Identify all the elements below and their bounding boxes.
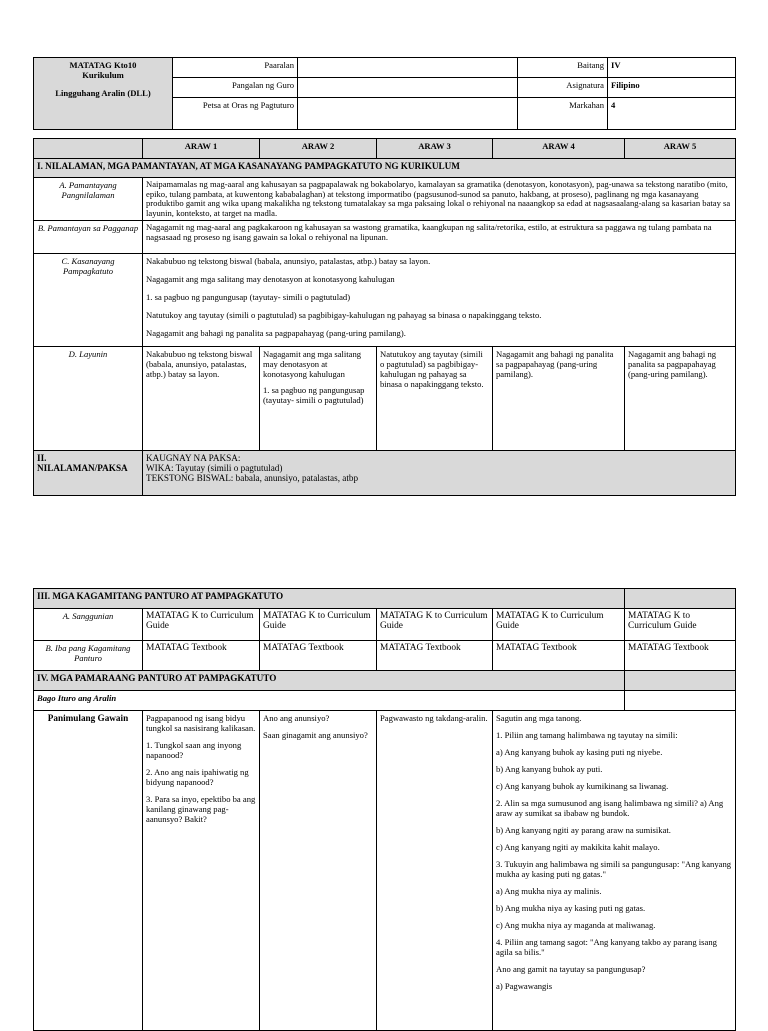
layunin-day3: Natutukoy ang tayutay (simili o pagtutulad) sa pagbibigay-kahulugan ng pahayag sa binasa o napakinggang teksto. (377, 347, 493, 451)
section3-title: III. MGA KAGAMITANG PANTURO AT PAMPAGKATUTO (34, 589, 625, 609)
kasanayan-item: Nagagamit ang bahagi ng panalita sa pagpapahayag (pang-uring pamilang). (146, 328, 406, 339)
quiz-item: a) Pagwawangis (496, 981, 553, 991)
pamantayang-pangnilalaman-label: A. Pamantayang Pangnilalaman (34, 178, 143, 221)
panimulang-day1-item: 2. Ano ang nais ipahiwatig ng bidyung napanood? (146, 767, 249, 787)
quiz-item: 4. Piliin ang tamang sagot: "Ang kanyang takbo ay parang isang agila sa bilis." (496, 937, 717, 957)
panimulang-day2-item: Saan ginagamit ang anunsiyo? (263, 730, 368, 740)
kasanayan-item: Nagagamit ang mga salitang may denotasyon at konotasyong kahulugan (146, 274, 395, 285)
panimulang-day3 (377, 711, 493, 1031)
nilalaman-text (143, 451, 736, 496)
layunin-day4: Nagagamit ang bahagi ng panalita sa pagpapahayag (pang-uring pamilang). (493, 347, 625, 451)
kaugnay-na-paksa: KAUGNAY NA PAKSA: (146, 453, 241, 464)
quiz-item: a) Ang kanyang buhok ay kasing puti ng niyebe. (496, 747, 663, 757)
asignatura-value[interactable]: Filipino (608, 78, 736, 98)
baitang-label: Baitang (518, 58, 608, 78)
day-header-4: ARAW 4 (493, 139, 625, 159)
pamantayan-sa-pagganap-text: Nagagamit ng mag-aaral ang pagkakaroon ng kahusayan sa wastong gramatika, kaangkupan ng salita/retorika, estilo, at estruktura sa paggawa ng tulang pambata na nagsasaad ng proseso ng isang gawain sa lokal o rehiyonal na lipunan. (143, 221, 736, 254)
panimulang-day4 (493, 711, 736, 1031)
layunin-day5: Nagagamit ang bahagi ng panalita sa pagpapahayag (pang-uring pamilang). (625, 347, 736, 451)
iba-pang-kagamitan-day2: MATATAG Textbook (260, 641, 377, 671)
dll-title-line1: MATATAG Kto10 (69, 60, 137, 70)
kasanayang-pampagkatuto-label: C. Kasanayang Pampagkatuto (34, 254, 143, 347)
kasanayang-pampagkatuto-text (143, 254, 736, 347)
dll-title-cell (34, 58, 173, 130)
panimulang-day1-item: 1. Tungkol saan ang inyong napanood? (146, 740, 242, 760)
quiz-item: b) Ang kanyang ngiti ay parang araw na sumisikat. (496, 825, 671, 835)
markahan-value[interactable]: 4 (608, 98, 736, 130)
layunin-day1: Nakabubuo ng tekstong biswal (babala, anunsiyo, patalastas, atbp.) batay sa layon. (143, 347, 260, 451)
quiz-item: Sagutin ang mga tanong. (496, 713, 582, 723)
sanggunian-day2: MATATAG K to Curriculum Guide (260, 609, 377, 641)
panimulang-day2 (260, 711, 377, 1031)
iba-pang-kagamitan-day1: MATATAG Textbook (143, 641, 260, 671)
dll-title-line3: Lingguhang Aralin (DLL) (55, 88, 151, 98)
layunin-label: D. Layunin (34, 347, 143, 451)
day-header-1: ARAW 1 (143, 139, 260, 159)
dll-title-line2: Kurikulum (82, 70, 124, 80)
panimulang-day1-item: 3. Para sa inyo, epektibo ba ang kanilang ginawang pag-aanunsyo? Bakit? (146, 794, 256, 824)
iba-pang-kagamitan-label: B. Iba pang Kagamitang Panturo (34, 641, 143, 671)
section4-title-blank (625, 671, 736, 691)
petsa-value[interactable] (298, 98, 518, 130)
kasanayan-item: 1. sa pagbuo ng pangungusap (tayutay- simili o pagtutulad) (146, 292, 351, 303)
panimulang-day1 (143, 711, 260, 1031)
quiz-item: b) Ang mukha niya ay kasing puti ng gatas. (496, 903, 646, 913)
bago-ituro-blank (625, 691, 736, 711)
panimulang-day1-item: Pagpapanood ng isang bidyu tungkol sa nasisirang kalikasan. (146, 713, 256, 733)
day-header-5: ARAW 5 (625, 139, 736, 159)
sanggunian-day5: MATATAG K to Curriculum Guide (625, 609, 736, 641)
tekstong-biswal-paksa: TEKSTONG BISWAL: babala, anunsiyo, patalastas, atbp (146, 473, 359, 484)
guro-value[interactable] (298, 78, 518, 98)
materials-procedure-table (33, 588, 736, 1031)
day-header-2: ARAW 2 (260, 139, 377, 159)
paaralan-label: Paaralan (173, 58, 298, 78)
layunin-day2 (260, 347, 377, 451)
layunin-day2-a: Nagagamit ang mga salitang may denotasyon at konotasyong kahulugan (263, 349, 362, 380)
quiz-item: 3. Tukuyin ang halimbawa ng simili sa pangungusap: "Ang kanyang mukha ay kasing puti ng gatas." (496, 859, 732, 879)
day-header-3: ARAW 3 (377, 139, 493, 159)
iba-pang-kagamitan-day5: MATATAG Textbook (625, 641, 736, 671)
panimulang-gawain-label: Panimulang Gawain (34, 711, 143, 1031)
content-table (33, 138, 736, 496)
quiz-item: Ano ang gamit na tayutay sa pangungusap? (496, 964, 646, 974)
quiz-item: c) Ang kanyang ngiti ay makikita kahit malayo. (496, 842, 660, 852)
quiz-item: b) Ang kanyang buhok ay puti. (496, 764, 603, 774)
section3-title-blank (625, 589, 736, 609)
markahan-label: Markahan (518, 98, 608, 130)
panimulang-day2-item: Ano ang anunsiyo? (263, 713, 330, 723)
baitang-value[interactable]: IV (608, 58, 736, 78)
iba-pang-kagamitan-day4: MATATAG Textbook (493, 641, 625, 671)
pamantayan-sa-pagganap-label: B. Pamantayan sa Pagganap (34, 221, 143, 254)
sanggunian-day3: MATATAG K to Curriculum Guide (377, 609, 493, 641)
sanggunian-day4: MATATAG K to Curriculum Guide (493, 609, 625, 641)
quiz-item: 1. Piliin ang tamang halimbawa ng tayutay na simili: (496, 730, 678, 740)
panimulang-day3-item: Pagwawasto ng takdang-aralin. (380, 713, 488, 723)
section4-title: IV. MGA PAMARAANG PANTURO AT PAMPAGKATUTO (34, 671, 625, 691)
paaralan-value[interactable] (298, 58, 518, 78)
quiz-item: c) Ang mukha niya ay maganda at maliwanag. (496, 920, 656, 930)
quiz-item: a) Ang mukha niya ay malinis. (496, 886, 602, 896)
pamantayang-pangnilalaman-text: Naipamamalas ng mag-aaral ang kahusayan sa pagpapalawak ng bokabolaryo, kamalayan sa gramatika (denotasyon, konotasyon), pag-unawa sa tekstong naratibo (mito, epiko, tulang pambata, at kuwentong kababalaghan) at tekstong impormatibo (pagsusunod-sunod sa panuto, hakbang, at proseso), paglinang ng mga kasanayang produktibo gamit ang wika upang makalikha ng tekstong tumatalakay sa mga paksaing lokal o rehiyonal na naaangkop sa edad at nagsasaalang-alang sa kasarian batay sa layunin, konteksto, at target na madla. (143, 178, 736, 221)
kasanayan-item: Natutukoy ang tayutay (simili o pagtutulad) sa pagbibigay-kahulugan ng pahayag sa binasa o napakinggang teksto. (146, 310, 542, 321)
layunin-day2-b: 1. sa pagbuo ng pangungusap (tayutay- simili o pagtutulad) (263, 385, 365, 406)
asignatura-label: Asignatura (518, 78, 608, 98)
nilalaman-label: II. NILALAMAN/PAKSA (34, 451, 143, 496)
iba-pang-kagamitan-day3: MATATAG Textbook (377, 641, 493, 671)
sanggunian-day1: MATATAG K to Curriculum Guide (143, 609, 260, 641)
wika-paksa: WIKA: Tayutay (simili o pagtutulad) (146, 463, 283, 474)
sanggunian-label: A. Sanggunian (34, 609, 143, 641)
quiz-item: c) Ang kanyang buhok ay kumikinang sa liwanag. (496, 781, 669, 791)
kasanayan-item: Nakabubuo ng tekstong biswal (babala, anunsiyo, patalastas, atbp.) batay sa layon. (146, 256, 431, 267)
guro-label: Pangalan ng Guro (173, 78, 298, 98)
header-table (33, 57, 736, 130)
day-header-blank (34, 139, 143, 159)
petsa-label: Petsa at Oras ng Pagtuturo (173, 98, 298, 130)
bago-ituro-label: Bago Ituro ang Aralin (34, 691, 625, 711)
section1-title: I. NILALAMAN, MGA PAMANTAYAN, AT MGA KASANAYANG PAMPAGKATUTO NG KURIKULUM (34, 159, 736, 178)
quiz-item: 2. Alin sa mga sumusunod ang isang halimbawa ng simili? a) Ang araw ay sumikat sa ibabaw ng bundok. (496, 798, 724, 818)
